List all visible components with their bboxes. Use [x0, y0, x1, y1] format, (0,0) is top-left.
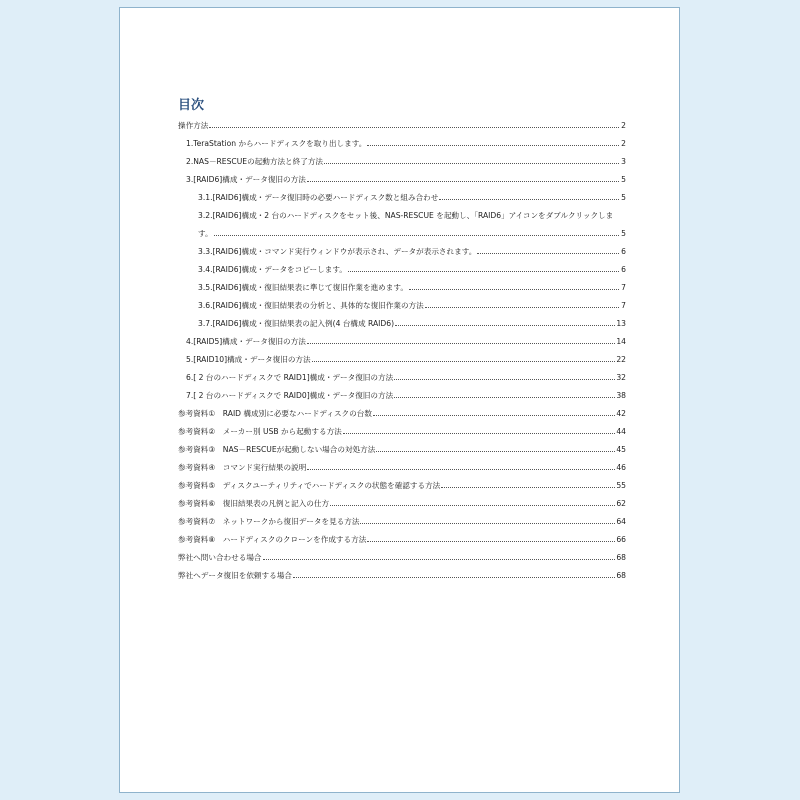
toc-leader-dots: [360, 523, 615, 524]
toc-leader-dots: [394, 397, 615, 398]
toc-entry[interactable]: [178, 481, 626, 490]
toc-entry-text: 3.7.[RAID6]構成・復旧結果表の記入例(4 台構成 RAID6): [198, 319, 395, 328]
toc-entry-text: 3.[RAID6]構成・データ復旧の方法: [186, 175, 306, 184]
toc-entry-text: 4.[RAID5]構成・データ復旧の方法: [186, 337, 306, 346]
toc-entry-text: 参考資料② メーカー別 USB から起動する方法: [178, 427, 342, 436]
toc-entry-text: 参考資料⑧ ハードディスクのクローンを作成する方法: [178, 535, 367, 544]
toc-entry[interactable]: [178, 553, 626, 562]
toc-page-number: 2: [621, 121, 626, 130]
toc-leader-dots: [209, 127, 619, 128]
toc-entry-text: 3.3.[RAID6]構成・コマンド実行ウィンドウが表示され、データが表示されます。: [198, 247, 477, 256]
toc-entry[interactable]: [198, 283, 626, 292]
toc-page-number: 5: [621, 229, 626, 238]
toc-leader-dots: [367, 145, 619, 146]
toc-page-number: 13: [616, 319, 626, 328]
toc-leader-dots: [394, 379, 615, 380]
toc-entry[interactable]: [186, 373, 626, 382]
toc-page-number: 7: [621, 283, 626, 292]
toc-page-number: 5: [621, 193, 626, 202]
toc-leader-dots: [307, 469, 615, 470]
toc-entry-text: 1.TeraStation からハードディスクを取り出します。: [186, 139, 367, 148]
toc-entry[interactable]: [198, 319, 626, 328]
toc-entry[interactable]: [198, 193, 626, 202]
toc-entry-text-continued: す。: [198, 229, 213, 238]
toc-entry-text: 弊社へ問い合わせる場合: [178, 553, 262, 562]
toc-page-number: 7: [621, 301, 626, 310]
toc-leader-dots: [307, 181, 619, 182]
toc-page-number: 46: [616, 463, 626, 472]
toc-page-number: 42: [616, 409, 626, 418]
toc-entry[interactable]: [198, 265, 626, 274]
toc-leader-dots: [439, 199, 619, 200]
toc-page-number: 6: [621, 247, 626, 256]
toc-leader-dots: [367, 541, 615, 542]
toc-page-number: 2: [621, 139, 626, 148]
toc-entry[interactable]: [178, 499, 626, 508]
toc-entry-text: 6.[ 2 台のハードディスクで RAID1]構成・データ復旧の方法: [186, 373, 394, 382]
toc-entry[interactable]: [186, 337, 626, 346]
toc-page-number: 38: [616, 391, 626, 400]
toc-page-number: 68: [616, 571, 626, 580]
toc-leader-dots: [441, 487, 615, 488]
toc-leader-dots: [312, 361, 616, 362]
toc-leader-dots: [293, 577, 615, 578]
toc-entry[interactable]: [186, 139, 626, 148]
toc-entry[interactable]: [186, 157, 626, 166]
toc-page-number: 44: [616, 427, 626, 436]
toc-leader-dots: [330, 505, 615, 506]
toc-entry-text: 操作方法: [178, 121, 209, 130]
toc-entry[interactable]: [198, 211, 626, 238]
toc-page-number: 62: [616, 499, 626, 508]
toc-leader-dots: [324, 163, 619, 164]
toc-entry-text: 弊社へデータ復旧を依頼する場合: [178, 571, 292, 580]
toc-leader-dots: [409, 289, 619, 290]
toc-entry-text: 2.NAS－RESCUEの起動方法と終了方法: [186, 157, 324, 166]
toc-leader-dots: [307, 343, 616, 344]
toc-entry-text: 7.[ 2 台のハードディスクで RAID0]構成・データ復旧の方法: [186, 391, 394, 400]
toc-entry-text: 参考資料⑤ ディスクユーティリティでハードディスクの状態を確認する方法: [178, 481, 441, 490]
toc-leader-dots: [376, 451, 615, 452]
toc-entry[interactable]: [178, 517, 626, 526]
toc-entry[interactable]: [198, 301, 626, 310]
toc-leader-dots: [395, 325, 615, 326]
toc-entry[interactable]: [186, 355, 626, 364]
toc-entry[interactable]: [178, 445, 626, 454]
toc-entry[interactable]: [198, 247, 626, 256]
toc-page-number: 14: [616, 337, 626, 346]
toc-page-number: 64: [616, 517, 626, 526]
toc-leader-dots: [425, 307, 619, 308]
toc-entry-text: 5.[RAID10]構成・データ復旧の方法: [186, 355, 311, 364]
toc-leader-dots: [348, 271, 619, 272]
toc-entry-text: 3.5.[RAID6]構成・復旧結果表に準じて復旧作業を進めます。: [198, 283, 408, 292]
toc-page-number: 66: [616, 535, 626, 544]
toc-entry-text: 3.1.[RAID6]構成・データ復旧時の必要ハードディスク数と組み合わせ: [198, 193, 439, 202]
toc-entry-text: 参考資料⑥ 復旧結果表の凡例と記入の仕方: [178, 499, 330, 508]
toc-entry[interactable]: [178, 535, 626, 544]
toc-entry-text: 参考資料① RAID 構成別に必要なハードディスクの台数: [178, 409, 372, 418]
toc-entry-text: 参考資料⑦ ネットワークから復旧データを見る方法: [178, 517, 360, 526]
toc-leader-dots: [214, 235, 619, 236]
toc-entry[interactable]: [178, 409, 626, 418]
toc-page-number: 55: [616, 481, 626, 490]
toc-entry[interactable]: [186, 391, 626, 400]
toc-page-number: 3: [621, 157, 626, 166]
toc-page-number: 68: [616, 553, 626, 562]
toc-page-number: 5: [621, 175, 626, 184]
toc-entry[interactable]: [178, 571, 626, 580]
toc-leader-dots: [263, 559, 616, 560]
toc-entry[interactable]: [178, 427, 626, 436]
toc-entry[interactable]: [178, 463, 626, 472]
toc-leader-dots: [477, 253, 619, 254]
toc-page-number: 22: [616, 355, 626, 364]
toc-entry-text: 参考資料④ コマンド実行結果の説明: [178, 463, 307, 472]
toc-entry-text: 3.6.[RAID6]構成・復旧結果表の分析と、具体的な復旧作業の方法: [198, 301, 424, 310]
toc-leader-dots: [373, 415, 615, 416]
document-page: [119, 7, 680, 793]
toc-page-number: 6: [621, 265, 626, 274]
toc-entry[interactable]: [186, 175, 626, 184]
toc-page-number: 45: [616, 445, 626, 454]
toc-leader-dots: [343, 433, 616, 434]
toc-entry[interactable]: [178, 121, 626, 130]
toc-entry-text: 3.4.[RAID6]構成・データをコピーします。: [198, 265, 347, 274]
toc-page-number: 32: [616, 373, 626, 382]
toc-title: 目次: [178, 98, 205, 113]
toc-entry-text: 参考資料③ NAS－RESCUEが起動しない場合の対処方法: [178, 445, 376, 454]
toc-entry-text: 3.2.[RAID6]構成・2 台のハードディスクをセット後、NAS-RESCUE を起動し、「RAID6」アイコンをダブルクリックしま: [198, 211, 614, 220]
